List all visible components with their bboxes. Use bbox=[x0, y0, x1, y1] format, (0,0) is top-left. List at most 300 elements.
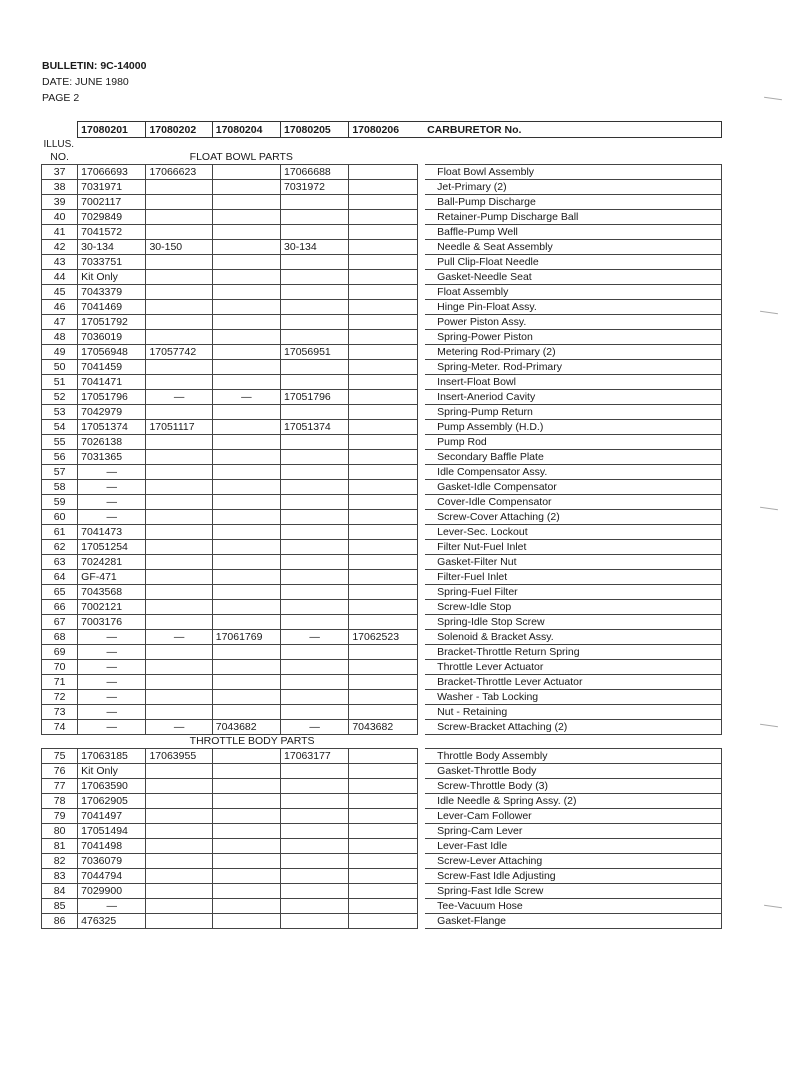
part-number-cell bbox=[281, 615, 349, 630]
illus-number: 49 bbox=[42, 345, 78, 360]
illus-number: 62 bbox=[42, 540, 78, 555]
part-number-cell: 17051494 bbox=[78, 824, 146, 839]
part-number-cell: 7043568 bbox=[78, 585, 146, 600]
bulletin-number: BULLETIN: 9C-14000 bbox=[42, 60, 147, 72]
illus-number: 69 bbox=[42, 645, 78, 660]
part-number-cell bbox=[146, 360, 212, 375]
illus-number: 43 bbox=[42, 255, 78, 270]
illus-number: 66 bbox=[42, 600, 78, 615]
scan-mark bbox=[760, 724, 778, 727]
part-description: Insert-Aneriod Cavity bbox=[425, 390, 721, 405]
part-number-cell bbox=[349, 285, 417, 300]
table-row bbox=[42, 420, 722, 435]
part-number-cell bbox=[146, 540, 212, 555]
illus-number: 57 bbox=[42, 465, 78, 480]
part-number-cell: 17051374 bbox=[78, 420, 146, 435]
table-row bbox=[42, 749, 722, 764]
part-number-cell: 7031972 bbox=[281, 180, 349, 195]
part-number-cell bbox=[349, 570, 417, 585]
part-description: Spring-Pump Return bbox=[425, 405, 721, 420]
column-header-row bbox=[42, 122, 722, 138]
part-number-cell bbox=[212, 809, 280, 824]
part-number-cell bbox=[349, 585, 417, 600]
part-description: Lever-Sec. Lockout bbox=[425, 525, 721, 540]
column-header-carburetor: CARBURETOR No. bbox=[417, 122, 721, 138]
table-row bbox=[42, 210, 722, 225]
part-number-cell bbox=[146, 435, 212, 450]
part-number-cell bbox=[146, 884, 212, 899]
part-number-cell bbox=[146, 854, 212, 869]
part-number-cell: — bbox=[281, 630, 349, 645]
part-description: Gasket-Idle Compensator bbox=[425, 480, 721, 495]
part-number-cell bbox=[212, 465, 280, 480]
part-number-cell: — bbox=[78, 675, 146, 690]
part-number-cell bbox=[281, 480, 349, 495]
part-number-cell bbox=[281, 525, 349, 540]
illus-number: 50 bbox=[42, 360, 78, 375]
part-number-cell bbox=[281, 270, 349, 285]
part-description: Jet-Primary (2) bbox=[425, 180, 721, 195]
part-number-cell bbox=[281, 764, 349, 779]
part-number-cell: — bbox=[78, 899, 146, 914]
part-number-cell bbox=[212, 600, 280, 615]
illus-number: 45 bbox=[42, 285, 78, 300]
table-row bbox=[42, 360, 722, 375]
part-number-cell bbox=[146, 525, 212, 540]
part-number-cell: — bbox=[78, 690, 146, 705]
table-row bbox=[42, 180, 722, 195]
part-description: Insert-Float Bowl bbox=[425, 375, 721, 390]
table-row bbox=[42, 869, 722, 884]
part-number-cell bbox=[146, 510, 212, 525]
part-number-cell bbox=[349, 375, 417, 390]
part-number-cell bbox=[146, 585, 212, 600]
column-header-part-number: 17080204 bbox=[212, 122, 280, 138]
part-number-cell: — bbox=[78, 510, 146, 525]
part-number-cell bbox=[212, 345, 280, 360]
illus-header-row bbox=[42, 138, 722, 152]
table-row bbox=[42, 345, 722, 360]
table-row bbox=[42, 495, 722, 510]
part-description: Throttle Body Assembly bbox=[425, 749, 721, 764]
part-description: Lever-Cam Follower bbox=[425, 809, 721, 824]
part-number-cell bbox=[281, 645, 349, 660]
part-number-cell bbox=[146, 405, 212, 420]
part-number-cell: — bbox=[78, 660, 146, 675]
part-number-cell bbox=[349, 420, 417, 435]
part-number-cell bbox=[349, 390, 417, 405]
illus-number: 58 bbox=[42, 480, 78, 495]
illus-number: 60 bbox=[42, 510, 78, 525]
illus-number: 76 bbox=[42, 764, 78, 779]
part-description: Idle Compensator Assy. bbox=[425, 465, 721, 480]
column-header-part-number: 17080202 bbox=[146, 122, 212, 138]
illus-number: 46 bbox=[42, 300, 78, 315]
part-number-cell bbox=[146, 300, 212, 315]
part-number-cell: 7036079 bbox=[78, 854, 146, 869]
part-number-cell bbox=[281, 315, 349, 330]
illus-number: 42 bbox=[42, 240, 78, 255]
table-row bbox=[42, 450, 722, 465]
part-number-cell: 7026138 bbox=[78, 435, 146, 450]
part-number-cell: — bbox=[78, 630, 146, 645]
part-description: Retainer-Pump Discharge Ball bbox=[425, 210, 721, 225]
illus-number: 39 bbox=[42, 195, 78, 210]
table-row bbox=[42, 330, 722, 345]
table-row bbox=[42, 675, 722, 690]
illus-number: 48 bbox=[42, 330, 78, 345]
part-description: Spring-Cam Lever bbox=[425, 824, 721, 839]
part-number-cell: GF-471 bbox=[78, 570, 146, 585]
part-number-cell: 7041469 bbox=[78, 300, 146, 315]
part-number-cell bbox=[146, 270, 212, 285]
part-number-cell bbox=[212, 705, 280, 720]
part-description: Filter Nut-Fuel Inlet bbox=[425, 540, 721, 555]
part-number-cell: — bbox=[78, 495, 146, 510]
part-number-cell bbox=[146, 899, 212, 914]
part-description: Ball-Pump Discharge bbox=[425, 195, 721, 210]
table-row bbox=[42, 884, 722, 899]
table-row bbox=[42, 525, 722, 540]
part-number-cell bbox=[281, 210, 349, 225]
part-number-cell: 7044794 bbox=[78, 869, 146, 884]
part-number-cell bbox=[349, 330, 417, 345]
part-number-cell bbox=[146, 660, 212, 675]
part-number-cell bbox=[281, 839, 349, 854]
part-number-cell bbox=[212, 615, 280, 630]
part-number-cell bbox=[281, 809, 349, 824]
illus-number: 61 bbox=[42, 525, 78, 540]
column-header-part-number: 17080201 bbox=[78, 122, 146, 138]
part-number-cell bbox=[146, 330, 212, 345]
part-number-cell bbox=[212, 375, 280, 390]
illus-number: 47 bbox=[42, 315, 78, 330]
part-number-cell: 7043682 bbox=[349, 720, 417, 735]
scan-mark bbox=[764, 97, 782, 100]
table-row bbox=[42, 690, 722, 705]
table-row bbox=[42, 824, 722, 839]
table-row bbox=[42, 600, 722, 615]
part-number-cell bbox=[212, 854, 280, 869]
column-header-illus-no: NO. bbox=[50, 151, 69, 163]
table-row bbox=[42, 540, 722, 555]
part-description: Washer - Tab Locking bbox=[425, 690, 721, 705]
part-number-cell bbox=[146, 555, 212, 570]
part-number-cell: 17051254 bbox=[78, 540, 146, 555]
part-number-cell bbox=[281, 435, 349, 450]
part-number-cell bbox=[146, 180, 212, 195]
illus-number: 68 bbox=[42, 630, 78, 645]
part-number-cell: 7031365 bbox=[78, 450, 146, 465]
part-number-cell bbox=[281, 585, 349, 600]
part-number-cell: — bbox=[212, 390, 280, 405]
part-number-cell bbox=[212, 360, 280, 375]
part-number-cell bbox=[212, 480, 280, 495]
part-description: Screw-Throttle Body (3) bbox=[425, 779, 721, 794]
part-number-cell bbox=[349, 705, 417, 720]
part-description: Gasket-Flange bbox=[425, 914, 721, 929]
part-number-cell bbox=[349, 345, 417, 360]
part-number-cell bbox=[212, 285, 280, 300]
part-number-cell bbox=[281, 450, 349, 465]
section-title: THROTTLE BODY PARTS bbox=[189, 735, 315, 747]
section-header-row bbox=[42, 151, 722, 165]
part-number-cell: 17063185 bbox=[78, 749, 146, 764]
part-number-cell bbox=[281, 360, 349, 375]
part-number-cell: 7002117 bbox=[78, 195, 146, 210]
part-number-cell bbox=[349, 839, 417, 854]
illus-number: 86 bbox=[42, 914, 78, 929]
illus-number: 55 bbox=[42, 435, 78, 450]
part-description: Hinge Pin-Float Assy. bbox=[425, 300, 721, 315]
part-number-cell: 30-134 bbox=[281, 240, 349, 255]
part-number-cell: 30-134 bbox=[78, 240, 146, 255]
illus-number: 53 bbox=[42, 405, 78, 420]
table-row bbox=[42, 225, 722, 240]
part-number-cell: 17051796 bbox=[281, 390, 349, 405]
section-title: FLOAT BOWL PARTS bbox=[189, 151, 293, 163]
part-number-cell: — bbox=[78, 465, 146, 480]
part-number-cell: 17066693 bbox=[78, 165, 146, 180]
part-number-cell: 7041473 bbox=[78, 525, 146, 540]
part-number-cell bbox=[212, 675, 280, 690]
part-number-cell: 7036019 bbox=[78, 330, 146, 345]
part-number-cell bbox=[146, 839, 212, 854]
part-description: Power Piston Assy. bbox=[425, 315, 721, 330]
part-number-cell: — bbox=[146, 390, 212, 405]
part-number-cell bbox=[349, 270, 417, 285]
part-number-cell bbox=[281, 675, 349, 690]
table-row bbox=[42, 570, 722, 585]
part-number-cell bbox=[349, 540, 417, 555]
part-number-cell bbox=[349, 854, 417, 869]
part-number-cell: 17066688 bbox=[281, 165, 349, 180]
part-description: Tee-Vacuum Hose bbox=[425, 899, 721, 914]
illus-number: 40 bbox=[42, 210, 78, 225]
table-row bbox=[42, 195, 722, 210]
part-number-cell bbox=[349, 764, 417, 779]
part-number-cell bbox=[212, 884, 280, 899]
part-number-cell bbox=[212, 570, 280, 585]
illus-number: 75 bbox=[42, 749, 78, 764]
illus-number: 71 bbox=[42, 675, 78, 690]
part-number-cell bbox=[281, 540, 349, 555]
part-number-cell bbox=[349, 690, 417, 705]
part-number-cell: 17051374 bbox=[281, 420, 349, 435]
part-number-cell bbox=[281, 195, 349, 210]
part-number-cell bbox=[212, 645, 280, 660]
table-row bbox=[42, 764, 722, 779]
illus-number: 63 bbox=[42, 555, 78, 570]
part-number-cell bbox=[146, 869, 212, 884]
part-description: Idle Needle & Spring Assy. (2) bbox=[425, 794, 721, 809]
part-number-cell bbox=[349, 645, 417, 660]
part-number-cell bbox=[349, 824, 417, 839]
part-description: Spring-Fuel Filter bbox=[425, 585, 721, 600]
part-description: Cover-Idle Compensator bbox=[425, 495, 721, 510]
part-number-cell: 7041459 bbox=[78, 360, 146, 375]
part-number-cell: — bbox=[78, 480, 146, 495]
illus-number: 54 bbox=[42, 420, 78, 435]
part-description: Bracket-Throttle Lever Actuator bbox=[425, 675, 721, 690]
part-description: Filter-Fuel Inlet bbox=[425, 570, 721, 585]
part-number-cell: 17057742 bbox=[146, 345, 212, 360]
part-number-cell bbox=[212, 525, 280, 540]
parts-table bbox=[41, 121, 722, 929]
part-number-cell bbox=[349, 210, 417, 225]
part-description: Throttle Lever Actuator bbox=[425, 660, 721, 675]
part-description: Lever-Fast Idle bbox=[425, 839, 721, 854]
part-number-cell bbox=[349, 809, 417, 824]
illus-number: 81 bbox=[42, 839, 78, 854]
part-number-cell bbox=[212, 779, 280, 794]
part-description: Baffle-Pump Well bbox=[425, 225, 721, 240]
scan-mark bbox=[760, 311, 778, 314]
illus-number: 80 bbox=[42, 824, 78, 839]
part-number-cell: 17062905 bbox=[78, 794, 146, 809]
part-number-cell bbox=[281, 705, 349, 720]
part-description: Solenoid & Bracket Assy. bbox=[425, 630, 721, 645]
table-row bbox=[42, 615, 722, 630]
part-number-cell: — bbox=[78, 720, 146, 735]
illus-number: 38 bbox=[42, 180, 78, 195]
part-number-cell bbox=[349, 495, 417, 510]
part-number-cell: — bbox=[78, 645, 146, 660]
table-row bbox=[42, 720, 722, 735]
part-description: Metering Rod-Primary (2) bbox=[425, 345, 721, 360]
part-number-cell bbox=[146, 824, 212, 839]
part-number-cell: 17061769 bbox=[212, 630, 280, 645]
part-number-cell bbox=[281, 899, 349, 914]
illus-number: 65 bbox=[42, 585, 78, 600]
part-number-cell bbox=[349, 165, 417, 180]
bulletin-date: DATE: JUNE 1980 bbox=[42, 76, 129, 88]
table-row bbox=[42, 300, 722, 315]
table-row bbox=[42, 914, 722, 929]
part-number-cell: 17056948 bbox=[78, 345, 146, 360]
part-number-cell bbox=[349, 615, 417, 630]
part-number-cell bbox=[281, 330, 349, 345]
part-description: Gasket-Needle Seat bbox=[425, 270, 721, 285]
table-row bbox=[42, 585, 722, 600]
part-number-cell bbox=[349, 660, 417, 675]
part-number-cell bbox=[212, 914, 280, 929]
part-number-cell: Kit Only bbox=[78, 764, 146, 779]
part-number-cell bbox=[281, 495, 349, 510]
column-header-illus: ILLUS. bbox=[43, 139, 75, 150]
part-number-cell bbox=[281, 570, 349, 585]
part-number-cell bbox=[349, 255, 417, 270]
illus-number: 72 bbox=[42, 690, 78, 705]
table-row bbox=[42, 555, 722, 570]
part-number-cell bbox=[349, 869, 417, 884]
part-number-cell: 17056951 bbox=[281, 345, 349, 360]
illus-number: 74 bbox=[42, 720, 78, 735]
part-description: Screw-Fast Idle Adjusting bbox=[425, 869, 721, 884]
table-row bbox=[42, 794, 722, 809]
part-number-cell bbox=[349, 525, 417, 540]
part-number-cell: 17063955 bbox=[146, 749, 212, 764]
part-number-cell: 7029900 bbox=[78, 884, 146, 899]
part-number-cell bbox=[349, 465, 417, 480]
part-number-cell bbox=[349, 225, 417, 240]
part-number-cell bbox=[281, 465, 349, 480]
part-number-cell bbox=[281, 300, 349, 315]
section-header-row bbox=[42, 735, 722, 749]
part-number-cell bbox=[146, 615, 212, 630]
part-description: Spring-Fast Idle Screw bbox=[425, 884, 721, 899]
table-row bbox=[42, 839, 722, 854]
table-row bbox=[42, 645, 722, 660]
table-row bbox=[42, 899, 722, 914]
part-description: Screw-Lever Attaching bbox=[425, 854, 721, 869]
part-number-cell bbox=[212, 180, 280, 195]
part-number-cell bbox=[281, 884, 349, 899]
table-row bbox=[42, 854, 722, 869]
part-number-cell bbox=[349, 435, 417, 450]
part-number-cell bbox=[146, 600, 212, 615]
part-description: Spring-Power Piston bbox=[425, 330, 721, 345]
part-number-cell bbox=[212, 315, 280, 330]
part-number-cell bbox=[212, 899, 280, 914]
illus-number: 85 bbox=[42, 899, 78, 914]
part-number-cell: 7029849 bbox=[78, 210, 146, 225]
part-number-cell bbox=[212, 270, 280, 285]
table-row bbox=[42, 270, 722, 285]
part-number-cell: 7003176 bbox=[78, 615, 146, 630]
part-description: Screw-Bracket Attaching (2) bbox=[425, 720, 721, 735]
illus-number: 37 bbox=[42, 165, 78, 180]
part-number-cell bbox=[212, 165, 280, 180]
table-row bbox=[42, 809, 722, 824]
part-number-cell bbox=[212, 749, 280, 764]
illus-number: 70 bbox=[42, 660, 78, 675]
part-number-cell bbox=[146, 285, 212, 300]
table-row bbox=[42, 630, 722, 645]
part-number-cell bbox=[281, 255, 349, 270]
part-number-cell bbox=[349, 195, 417, 210]
part-description: Spring-Idle Stop Screw bbox=[425, 615, 721, 630]
part-number-cell bbox=[281, 555, 349, 570]
part-number-cell bbox=[146, 315, 212, 330]
part-number-cell bbox=[146, 195, 212, 210]
part-description: Screw-Idle Stop bbox=[425, 600, 721, 615]
illus-number: 82 bbox=[42, 854, 78, 869]
part-number-cell bbox=[349, 600, 417, 615]
part-number-cell bbox=[212, 420, 280, 435]
part-number-cell: — bbox=[78, 705, 146, 720]
illus-number: 51 bbox=[42, 375, 78, 390]
part-number-cell: 7042979 bbox=[78, 405, 146, 420]
part-number-cell: — bbox=[146, 720, 212, 735]
table-row bbox=[42, 480, 722, 495]
part-number-cell bbox=[146, 255, 212, 270]
part-number-cell bbox=[281, 375, 349, 390]
part-number-cell: 30-150 bbox=[146, 240, 212, 255]
part-number-cell bbox=[349, 899, 417, 914]
part-number-cell bbox=[349, 300, 417, 315]
part-number-cell bbox=[281, 690, 349, 705]
part-description: Secondary Baffle Plate bbox=[425, 450, 721, 465]
illus-number: 52 bbox=[42, 390, 78, 405]
page-number: PAGE 2 bbox=[42, 92, 80, 104]
part-number-cell bbox=[146, 690, 212, 705]
part-description: Float Assembly bbox=[425, 285, 721, 300]
part-number-cell bbox=[349, 360, 417, 375]
part-number-cell bbox=[212, 195, 280, 210]
part-number-cell bbox=[349, 450, 417, 465]
part-number-cell bbox=[212, 764, 280, 779]
